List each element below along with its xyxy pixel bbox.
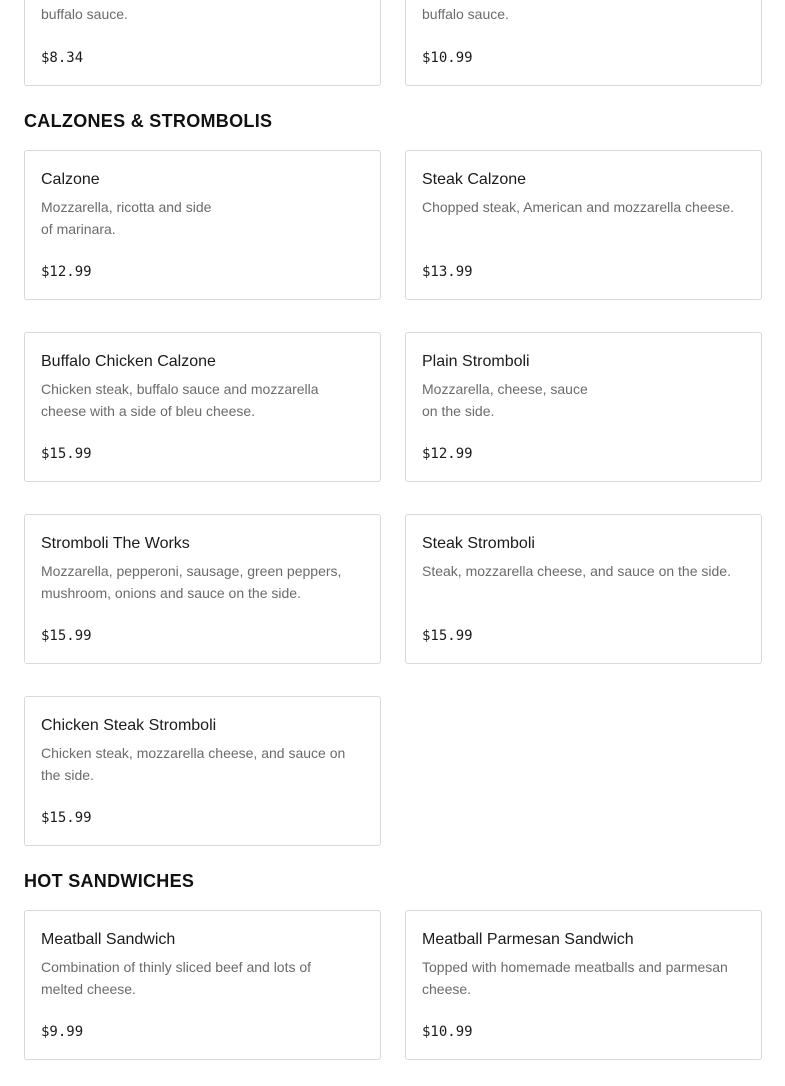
menu-item-name: Steak Calzone	[422, 171, 527, 188]
menu-item-card[interactable]	[24, 332, 381, 482]
menu-item-price: $10.99	[422, 50, 473, 66]
menu-item-card[interactable]	[24, 696, 381, 846]
menu-item-description: Chicken steak, buffalo sauce and mozzarella cheese with a side of bleu cheese.	[41, 381, 319, 419]
menu-item-description: Chopped steak, American and mozzarella cheese.	[422, 199, 735, 215]
menu-item-name: Chicken Steak Stromboli	[41, 717, 217, 734]
menu-item-price: $10.99	[422, 1024, 473, 1040]
menu-item-description: buffalo sauce.	[422, 6, 509, 22]
menu-item-card[interactable]	[24, 910, 381, 1060]
section-title: HOT SANDWICHES	[24, 871, 195, 891]
menu-item-price: $15.99	[422, 628, 473, 644]
menu-item-price: $15.99	[41, 810, 92, 826]
menu-item-card[interactable]	[405, 332, 762, 482]
menu-item-price: $13.99	[422, 264, 473, 280]
menu-item-card[interactable]	[405, 150, 762, 300]
section-title: CALZONES & STROMBOLIS	[24, 111, 273, 131]
menu-item-description: Chicken steak, mozzarella cheese, and sauce on the side.	[41, 745, 346, 783]
menu-item-name: Meatball Sandwich	[41, 931, 176, 948]
menu-item-description: Steak, mozzarella cheese, and sauce on the side.	[422, 563, 731, 579]
menu-item-name: Stromboli The Works	[41, 535, 190, 552]
menu-item-price: $12.99	[422, 446, 473, 462]
menu-item-card[interactable]	[24, 514, 381, 664]
menu-item-price: $12.99	[41, 264, 92, 280]
menu-item-name: Plain Stromboli	[422, 353, 530, 370]
menu-item-name: Buffalo Chicken Calzone	[41, 353, 216, 370]
menu-item-name: Meatball Parmesan Sandwich	[422, 931, 634, 948]
menu-item-description: Mozzarella, cheese, sauce on the side.	[422, 381, 588, 419]
menu-item-description: Combination of thinly sliced beef and lots of melted cheese.	[41, 959, 312, 997]
menu-item-description: Mozzarella, pepperoni, sausage, green peppers, mushroom, onions and sauce on the side.	[41, 563, 342, 601]
menu-item-name: Calzone	[41, 171, 100, 188]
menu-item-card[interactable]	[405, 514, 762, 664]
menu-item-price: $9.99	[41, 1024, 84, 1040]
menu-item-card[interactable]	[24, 0, 381, 86]
menu-item-card[interactable]	[24, 150, 381, 300]
menu-item-description: buffalo sauce.	[41, 6, 128, 22]
menu-item-description: Topped with homemade meatballs and parmesan cheese.	[422, 959, 728, 997]
menu-item-name: Steak Stromboli	[422, 535, 535, 552]
menu-item-price: $8.34	[41, 50, 84, 66]
menu-item-description: Mozzarella, ricotta and side of marinara.	[41, 199, 212, 237]
menu-item-price: $15.99	[41, 446, 92, 462]
menu-item-price: $15.99	[41, 628, 92, 644]
menu-item-card[interactable]	[405, 0, 762, 86]
menu-item-card[interactable]	[405, 910, 762, 1060]
